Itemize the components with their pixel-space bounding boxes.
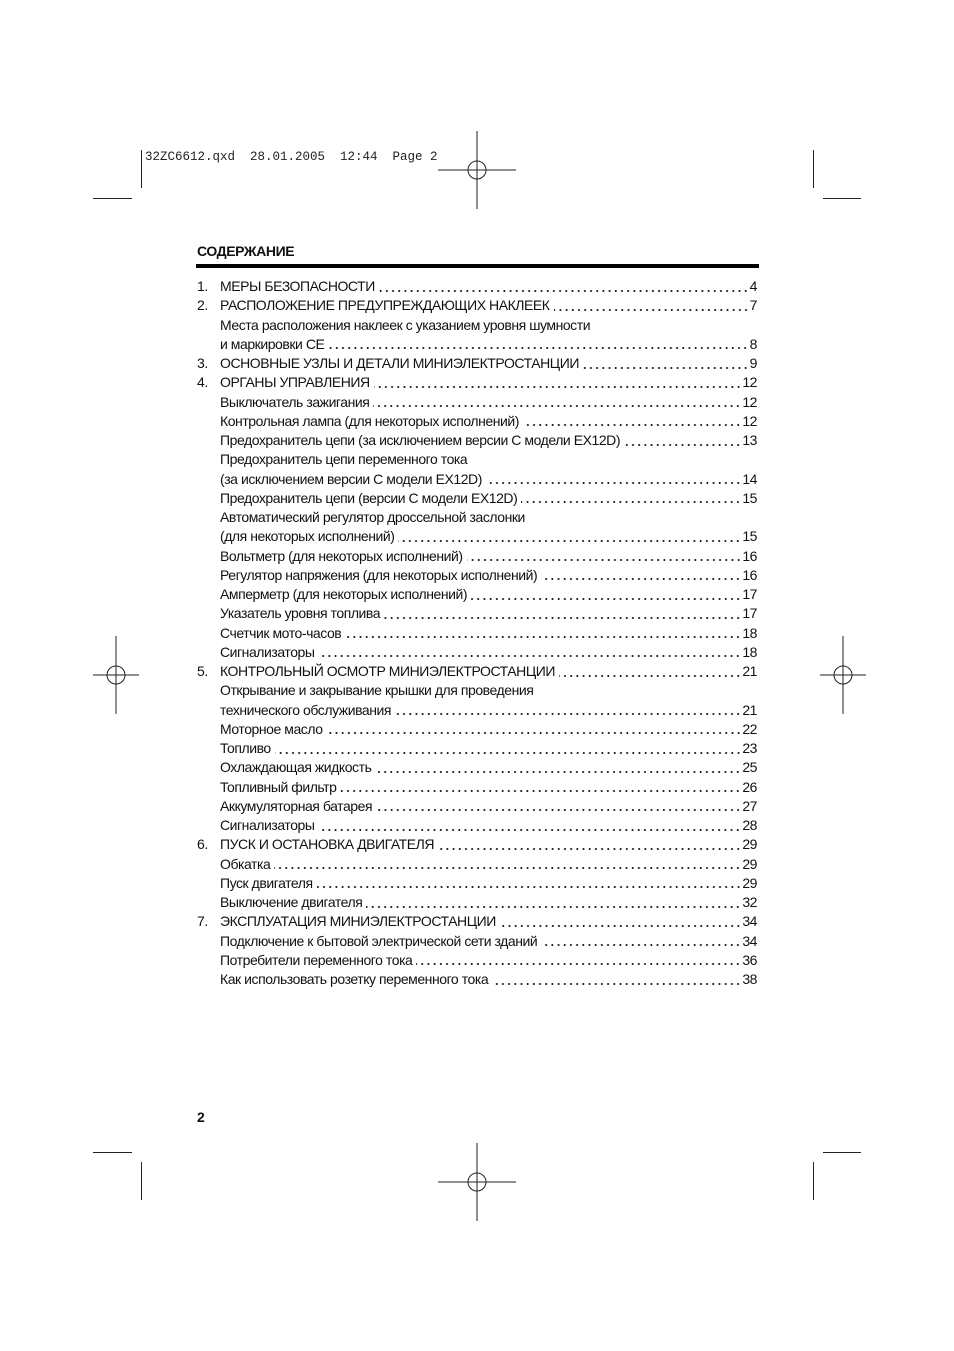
toc-entry[interactable] — [197, 335, 757, 354]
toc-entry[interactable] — [197, 450, 757, 469]
toc-entry[interactable] — [197, 701, 757, 720]
toc-entry-page: 17 — [742, 605, 757, 622]
toc-entry[interactable] — [197, 758, 757, 777]
toc-entry-page: 27 — [742, 797, 757, 814]
toc-entry[interactable] — [197, 393, 757, 412]
toc-entry-title: Контрольная лампа (для некоторых исполнений) — [220, 412, 519, 429]
heading-rule — [196, 264, 759, 268]
toc-entry-page: 18 — [742, 643, 757, 660]
dot-leader — [521, 500, 741, 504]
toc-entry-page: 21 — [742, 701, 757, 718]
toc-entry[interactable] — [197, 739, 757, 758]
table-of-contents — [197, 277, 757, 989]
print-slug: 32ZC6612.qxd 28.01.2005 12:44 Page 2 — [145, 150, 438, 164]
toc-entry-title: Пуск двигателя — [220, 874, 313, 891]
toc-entry[interactable] — [197, 970, 757, 989]
dot-leader — [523, 423, 741, 427]
dot-leader — [486, 481, 741, 485]
toc-entry-page: 21 — [742, 663, 757, 679]
toc-entry-title: Подключение к бытовой электрической сети зданий — [220, 932, 538, 949]
dot-leader — [384, 616, 741, 620]
page-number: 2 — [197, 1109, 205, 1125]
dot-leader — [395, 712, 741, 716]
toc-entry[interactable] — [197, 816, 757, 835]
toc-entry-title: Регулятор напряжения (для некоторых исполнений) — [220, 566, 538, 583]
crop-mark — [813, 1162, 814, 1200]
toc-entry-title: Сигнализаторы — [220, 643, 315, 660]
toc-entry-page: 9 — [749, 355, 757, 371]
toc-entry[interactable] — [197, 527, 757, 546]
toc-entry-title: ОСНОВНЫЕ УЗЛЫ И ДЕТАЛИ МИНИЭЛЕКТРОСТАНЦИИ — [220, 355, 579, 371]
dot-leader — [492, 982, 741, 986]
toc-entry-title: Выключатель зажигания — [220, 393, 370, 410]
toc-entry-title: (для некоторых исполнений) — [220, 528, 395, 545]
toc-entry-title: КОНТРОЛЬНЫЙ ОСМОТР МИНИЭЛЕКТРОСТАНЦИИ — [220, 663, 555, 679]
toc-entry-title: МЕРЫ БЕЗОПАСНОСТИ — [220, 278, 375, 294]
toc-entry-title: и маркировки CE — [220, 335, 325, 352]
dot-leader — [541, 577, 741, 581]
toc-entry-title: Топливо — [220, 740, 271, 756]
toc-entry[interactable] — [197, 431, 757, 450]
toc-entry-page: 13 — [742, 432, 757, 448]
toc-entry-title: Предохранитель цепи (за исключением версии C модели EX12D) — [220, 432, 621, 448]
toc-entry-title: Предохранитель цепи переменного тока — [220, 451, 468, 468]
toc-entry-title: ОРГАНЫ УПРАВЛЕНИЯ — [220, 374, 370, 391]
dot-leader — [467, 558, 742, 562]
toc-entry-title: Охлаждающая жидкость — [220, 759, 372, 776]
dot-leader — [275, 751, 742, 755]
toc-entry[interactable] — [197, 470, 757, 489]
dot-leader — [376, 808, 741, 812]
toc-entry[interactable] — [197, 643, 757, 662]
toc-entry[interactable] — [197, 508, 757, 527]
dot-leader — [366, 905, 741, 909]
toc-entry-title: Открывание и закрывание крышки для проведения — [220, 682, 534, 699]
toc-entry-page: 36 — [742, 951, 757, 968]
toc-entry-page: 23 — [742, 740, 757, 756]
toc-entry[interactable] — [197, 681, 757, 700]
toc-entry[interactable] — [197, 874, 757, 893]
dot-leader — [317, 885, 742, 889]
dot-leader — [379, 289, 749, 293]
toc-entry[interactable] — [197, 951, 757, 970]
toc-entry-title: Предохранитель цепи (версии C модели EX12D) — [220, 489, 518, 506]
toc-entry-page: 22 — [742, 720, 757, 737]
toc-entry-number: 7. — [197, 913, 208, 930]
dot-leader — [541, 943, 741, 947]
toc-entry-page: 4 — [749, 278, 757, 294]
toc-entry-page: 34 — [742, 913, 757, 930]
toc-entry-number: 5. — [197, 663, 208, 679]
toc-entry-page: 26 — [742, 778, 757, 795]
toc-entry-title: Указатель уровня топлива — [220, 605, 381, 622]
toc-entry[interactable] — [197, 316, 757, 335]
toc-entry-page: 12 — [742, 412, 757, 429]
crop-mark — [823, 198, 861, 199]
dot-leader — [340, 789, 741, 793]
dot-leader — [500, 924, 741, 928]
toc-entry-title: (за исключением версии C модели EX12D) — [220, 470, 482, 487]
toc-entry-title: Выключение двигателя — [220, 894, 363, 910]
dot-leader — [375, 770, 741, 774]
dot-leader — [624, 443, 741, 447]
crop-mark — [141, 150, 142, 188]
dot-leader — [471, 597, 741, 601]
toc-entry[interactable] — [197, 778, 757, 797]
toc-entry-page: 12 — [742, 393, 757, 410]
page-title: СОДЕРЖАНИЕ — [197, 243, 295, 259]
toc-entry-page: 15 — [742, 489, 757, 506]
toc-entry-title: Обкатка — [220, 855, 271, 872]
toc-entry-number: 6. — [197, 836, 208, 853]
toc-entry-title: Сигнализаторы — [220, 817, 315, 833]
toc-entry-page: 16 — [742, 547, 757, 564]
toc-entry[interactable] — [197, 624, 757, 643]
dot-leader — [274, 866, 741, 870]
toc-entry-page: 29 — [742, 836, 757, 853]
toc-entry-number: 1. — [197, 278, 208, 294]
toc-entry-title: Места расположения наклеек с указанием уровня шумности — [220, 316, 591, 333]
toc-entry[interactable] — [197, 912, 757, 931]
toc-entry[interactable] — [197, 797, 757, 816]
toc-entry-page: 17 — [742, 586, 757, 602]
toc-entry-title: Потребители переменного тока — [220, 951, 413, 968]
dot-leader — [559, 674, 741, 678]
toc-entry-title: Амперметр (для некоторых исполнений) — [220, 586, 468, 602]
registration-mark-icon — [820, 636, 866, 714]
dot-leader — [438, 847, 741, 851]
crop-mark — [813, 150, 814, 188]
toc-entry-page: 32 — [742, 894, 757, 910]
toc-entry[interactable] — [197, 662, 757, 681]
dot-leader — [373, 404, 741, 408]
dot-leader — [374, 385, 742, 389]
toc-entry-page: 34 — [742, 932, 757, 949]
toc-entry-page: 18 — [742, 624, 757, 641]
toc-entry-title: ЭКСПЛУАТАЦИЯ МИНИЭЛЕКТРОСТАНЦИИ — [220, 913, 496, 930]
toc-entry[interactable] — [197, 566, 757, 585]
toc-entry[interactable] — [197, 296, 757, 315]
toc-entry-title: ПУСК И ОСТАНОВКА ДВИГАТЕЛЯ — [220, 836, 435, 853]
toc-entry-title: Счетчик мото-часов — [220, 624, 342, 641]
toc-entry[interactable] — [197, 893, 757, 912]
toc-entry[interactable] — [197, 412, 757, 431]
toc-entry-title: Автоматический регулятор дроссельной заслонки — [220, 509, 525, 525]
crop-mark — [93, 1152, 132, 1153]
toc-entry-title: Топливный фильтр — [220, 778, 337, 795]
toc-entry[interactable] — [197, 354, 757, 373]
dot-leader — [345, 635, 741, 639]
dot-leader — [327, 731, 742, 735]
toc-entry[interactable] — [197, 604, 757, 623]
crop-mark — [141, 1162, 142, 1200]
dot-leader — [318, 654, 741, 658]
toc-entry[interactable] — [197, 585, 757, 604]
registration-mark-icon — [438, 1143, 516, 1221]
toc-entry-page: 8 — [749, 335, 757, 352]
toc-entry-page: 28 — [742, 817, 757, 833]
toc-entry-number: 3. — [197, 355, 208, 371]
dot-leader — [398, 539, 741, 543]
toc-entry-number: 4. — [197, 374, 208, 391]
toc-entry[interactable] — [197, 855, 757, 874]
toc-entry[interactable] — [197, 720, 757, 739]
crop-mark — [93, 198, 132, 199]
toc-entry[interactable] — [197, 373, 757, 392]
toc-entry-number: 2. — [197, 297, 208, 314]
dot-leader — [318, 828, 741, 832]
registration-mark-icon — [438, 131, 516, 209]
toc-entry-page: 29 — [742, 874, 757, 891]
toc-entry-title: РАСПОЛОЖЕНИЕ ПРЕДУПРЕЖДАЮЩИХ НАКЛЕЕК — [220, 297, 550, 314]
toc-entry-title: Как использовать розетку переменного тока — [220, 971, 489, 987]
toc-entry-page: 7 — [749, 297, 757, 314]
dot-leader — [583, 366, 749, 370]
registration-mark-icon — [93, 636, 139, 714]
dot-leader — [328, 346, 748, 350]
crop-mark — [823, 1152, 861, 1153]
toc-entry-page: 25 — [742, 759, 757, 776]
toc-entry-page: 16 — [742, 566, 757, 583]
toc-entry-page: 15 — [742, 528, 757, 545]
toc-entry[interactable] — [197, 547, 757, 566]
toc-entry[interactable] — [197, 489, 757, 508]
toc-entry-page: 29 — [742, 855, 757, 872]
toc-entry-title: Вольтметр (для некоторых исполнений) — [220, 547, 463, 564]
toc-entry-page: 38 — [742, 971, 757, 987]
toc-entry[interactable] — [197, 932, 757, 951]
dot-leader — [416, 962, 741, 966]
toc-entry-title: технического обслуживания — [220, 701, 392, 718]
toc-entry-title: Моторное масло — [220, 720, 323, 737]
toc-entry[interactable] — [197, 835, 757, 854]
dot-leader — [554, 308, 749, 312]
toc-entry-page: 14 — [742, 470, 757, 487]
toc-entry[interactable] — [197, 277, 757, 296]
toc-entry-title: Аккумуляторная батарея — [220, 797, 373, 814]
toc-entry-page: 12 — [742, 374, 757, 391]
